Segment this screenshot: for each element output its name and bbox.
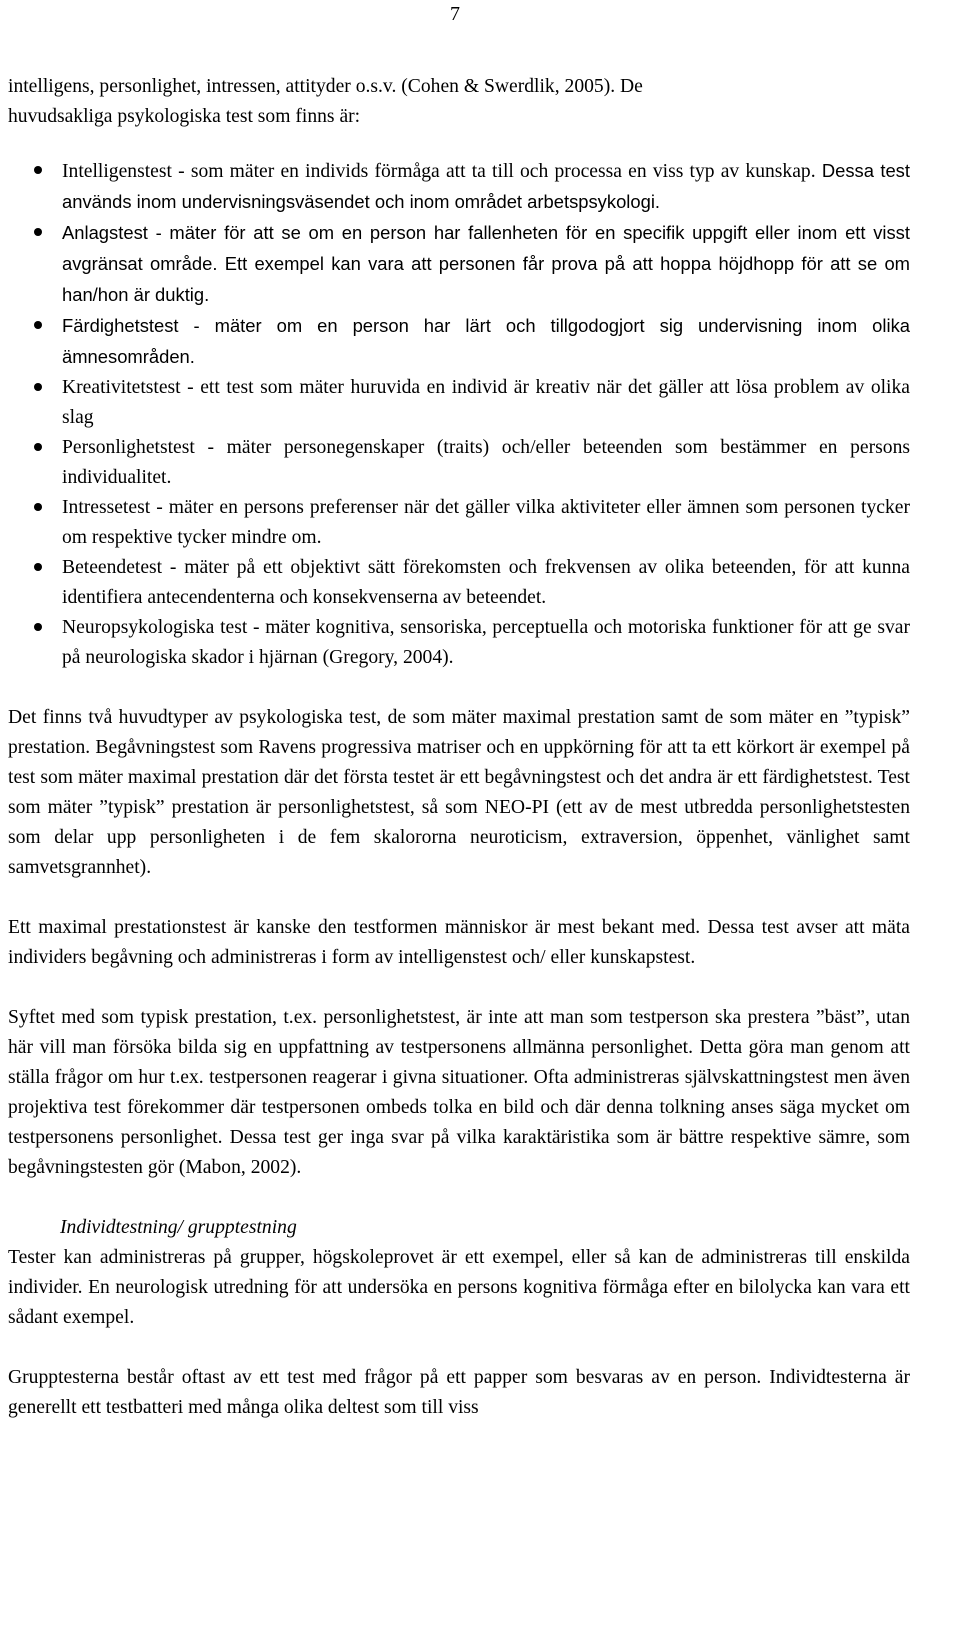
bullet-icon: [34, 166, 42, 174]
page-number: 7: [450, 3, 460, 25]
bullet-icon: [34, 503, 42, 511]
paragraph-group-tests: Grupptesterna består oftast av ett test med frågor på ett papper som besvaras av en person. Individtesterna är generellt ett testbatteri med många olika deltest som till viss: [8, 1367, 910, 1418]
list-item: [8, 433, 910, 493]
list-item: [8, 311, 910, 373]
list-item: [8, 493, 910, 553]
section-heading: Individtestning/ grupptestning: [60, 1217, 297, 1238]
list-item-text: Personlighetstest - mäter personegenskaper (traits) och/eller beteenden som bestämmer en persons individualitet.: [62, 437, 910, 488]
paragraph-group-individual: Tester kan administreras på grupper, högskoleprovet är ett exempel, eller så kan de administreras till enskilda individer. En neurologisk utredning för att undersöka en persons kognitiva förmåga efter en bilolycka kan vara ett sådant exempel.: [8, 1247, 910, 1328]
list-item: [8, 373, 910, 433]
list-item-text-sans: Dessa test används inom undervisningsväsendet och inom området arbetspsykologi.: [62, 160, 910, 212]
list-item-text: Beteendetest - mäter på ett objektivt sätt förekomsten och frekvensen av olika beteenden, för att kunna identifiera antecendenterna och konsekvenserna av beteendet.: [62, 557, 910, 608]
bullet-icon: [34, 443, 42, 451]
bullet-icon: [34, 563, 42, 571]
bullet-icon: [34, 228, 42, 236]
intro-line-2: huvudsakliga psykologiska test som finns är:: [8, 106, 361, 127]
paragraph-test-types: Det finns två huvudtyper av psykologiska test, de som mäter maximal prestation samt de som mäter en ”typisk” prestation. Begåvningstest som Ravens progressiva matriser och en uppkörning för att ta ett körkort är exempel på test som mäter maximal prestation där det första testet är ett begåvningstest och det andra är ett färdighetstest. Test som mäter ”typisk” prestation är personlighetstest, så som NEO-PI (ett av de mest utbredda personlighetstesten som delar upp personligheten i de fem skalororna neuroticism, extraversion, öppenhet, vänlighet samt samvetsgrannhet).: [8, 707, 910, 878]
bullet-icon: [34, 623, 42, 631]
intro-line-1: intelligens, personlighet, intressen, attityder o.s.v. (Cohen & Swerdlik, 2005). De: [8, 76, 643, 97]
list-item: [8, 218, 910, 311]
list-item-text: Kreativitetstest - ett test som mäter huruvida en individ är kreativ när det gäller att lösa problem av olika slag: [62, 377, 910, 428]
list-item: [8, 613, 910, 673]
list-item-text: Neuropsykologiska test - mäter kognitiva, sensoriska, perceptuella och motoriska funktioner för att ge svar på neurologiska skador i hjärnan (Gregory, 2004).: [62, 617, 910, 668]
paragraph-maximal-performance: Ett maximal prestationstest är kanske den testformen människor är mest bekant med. Dessa test avser att mäta individers begåvning och administreras i form av intelligenstest och/ eller kunskapstest.: [8, 917, 910, 968]
list-item: [8, 156, 910, 218]
bullet-icon: [34, 321, 42, 329]
list-item-text-sans: Färdighetstest - mäter om en person har lärt och tillgodogjort sig undervisning inom olika ämnesområden.: [62, 315, 910, 367]
list-item-text: Intressetest - mäter en persons preferenser när det gäller vilka aktiviteter eller ämnen som personen tycker om respektive tycker mindre om.: [62, 497, 910, 548]
list-item: [8, 553, 910, 613]
intro-paragraph: [8, 72, 910, 132]
list-item-text-sans: Anlagstest - mäter för att se om en person har fallenheten för en specifik uppgift eller inom ett visst avgränsat område. Ett exempel kan vara att personen får prova på att hoppa höjdhopp för att se om han/hon är duktig.: [62, 222, 910, 305]
list-item-text: Intelligenstest - som mäter en individs förmåga att ta till och processa en viss typ av kunskap.: [62, 161, 822, 182]
bullet-icon: [34, 383, 42, 391]
test-types-list: [8, 156, 910, 673]
paragraph-typical-performance: Syftet med som typisk prestation, t.ex. personlighetstest, är inte att man som testperson ska prestera ”bäst”, utan här vill man försöka bilda sig en uppfattning av testpersonens allmänna personlighet. Detta göra man genom att ställa frågor om hur t.ex. testpersonen reagerar i givna situationer. Ofta administreras självskattningstest men även projektiva test förekommer där testpersonen ombeds tolka en bild och där denna tolkning anses säga mycket om testpersonens personlighet. Dessa test ger inga svar på vilka karaktäristika som är bättre respektive sämre, som begåvningstesten gör (Mabon, 2002).: [8, 1007, 910, 1178]
document-body: [8, 72, 910, 1423]
